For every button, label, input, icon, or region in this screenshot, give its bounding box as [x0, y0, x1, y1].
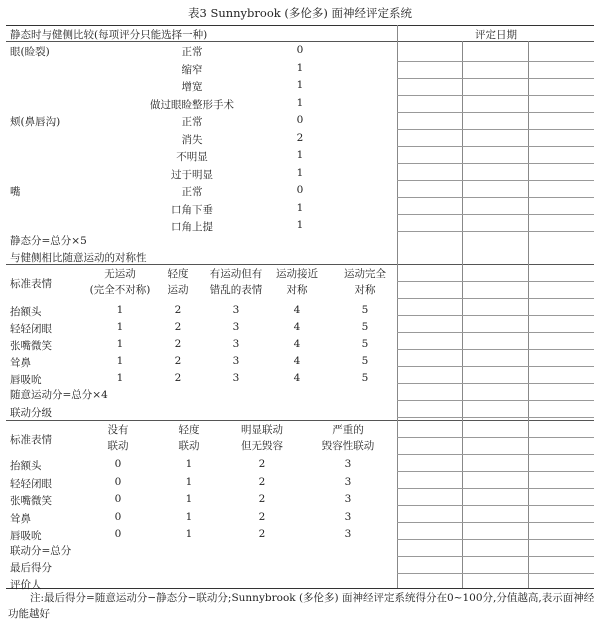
- voluntary-header-text: 无运动: [104, 268, 136, 280]
- voluntary-score: 3: [232, 338, 240, 350]
- voluntary-score: 1: [116, 321, 124, 333]
- voluntary-score: 5: [361, 321, 369, 333]
- synkinesis-score: 2: [258, 458, 266, 470]
- date-header: 评定日期: [475, 29, 517, 41]
- date-grid-line: [397, 332, 594, 333]
- synkinesis-header-text: 联动: [107, 440, 129, 452]
- synkinesis-score: 0: [114, 528, 122, 540]
- static-item-label: 正常: [181, 46, 203, 58]
- static-item-label: 不明显: [176, 151, 208, 163]
- date-grid-line: [397, 488, 594, 489]
- static-item-label: 正常: [181, 116, 203, 128]
- date-grid-line: [397, 61, 594, 62]
- voluntary-row-label: 轻轻闭眼: [10, 323, 52, 335]
- voluntary-header-text: 错乱的表情: [209, 284, 263, 296]
- date-grid-line: [397, 163, 594, 164]
- voluntary-header-text: 运动接近: [276, 268, 318, 280]
- section-rule-2: [6, 420, 594, 421]
- date-grid-line: [397, 400, 594, 401]
- voluntary-score: 1: [116, 355, 124, 367]
- voluntary-row-label: 抬额头: [10, 306, 42, 318]
- synkinesis-header-text: 但无毁容: [241, 440, 283, 452]
- static-item-label: 过于明显: [171, 168, 213, 181]
- date-grid-line: [397, 281, 594, 282]
- voluntary-score: 1: [116, 338, 124, 350]
- voluntary-score: 4: [293, 304, 301, 316]
- date-grid-line: [397, 78, 594, 79]
- date-grid-line: [397, 437, 594, 438]
- date-grid-line: [397, 539, 594, 540]
- date-grid-line: [397, 146, 594, 147]
- voluntary-score: 2: [174, 338, 182, 350]
- static-item-label: 口角下垂: [171, 203, 213, 216]
- synkinesis-row-label: 轻轻闭眼: [10, 477, 52, 490]
- date-grid-line: [397, 505, 594, 506]
- table-caption: 表3 Sunnybrook (多伦多) 面神经评定系统: [187, 6, 413, 20]
- date-grid-line: [397, 573, 594, 574]
- synkinesis-header-text: 联动: [178, 440, 200, 452]
- table-top-rule: [6, 25, 594, 26]
- voluntary-score: 4: [293, 355, 301, 367]
- voluntary-score: 2: [174, 355, 182, 367]
- synkinesis-title: 联动分级: [10, 407, 52, 419]
- voluntary-score: 2: [174, 304, 182, 316]
- synkinesis-header-text: 没有: [107, 424, 129, 436]
- static-item-label: 缩窄: [181, 63, 203, 76]
- date-grid-line: [397, 231, 594, 232]
- synkinesis-footer-item: 联动分=总分: [10, 545, 72, 557]
- date-grid-line: [397, 522, 594, 523]
- synkinesis-row-label: 耸鼻: [10, 512, 31, 525]
- static-score: 0: [296, 184, 304, 196]
- synkinesis-row-label: 张嘴微笑: [10, 495, 52, 507]
- voluntary-score: 2: [174, 321, 182, 333]
- voluntary-score: 3: [232, 355, 240, 367]
- voluntary-row-label: 唇吸吮: [10, 374, 42, 386]
- synkinesis-score: 1: [185, 510, 193, 523]
- voluntary-header-text: 对称: [286, 284, 308, 296]
- synkinesis-score: 0: [114, 458, 122, 470]
- voluntary-score: 3: [232, 321, 240, 333]
- static-score: 1: [296, 219, 304, 231]
- synkinesis-row-label: 唇吸吮: [10, 530, 42, 542]
- synkinesis-score: 2: [258, 475, 266, 488]
- static-score: 0: [296, 114, 304, 126]
- static-group-label: 眼(睑裂): [10, 46, 50, 58]
- synkinesis-score: 1: [185, 528, 193, 540]
- voluntary-score: 5: [361, 355, 369, 367]
- table-bottom-rule: [6, 588, 594, 589]
- date-grid-line: [397, 366, 594, 367]
- synkinesis-score: 3: [344, 458, 352, 470]
- static-score: 2: [296, 131, 304, 144]
- static-score: 1: [296, 201, 304, 214]
- synkinesis-header-text: 轻度: [178, 424, 200, 436]
- synkinesis-score: 3: [344, 475, 352, 488]
- synkinesis-header-text: 严重的: [332, 424, 364, 436]
- static-group-label: 嘴: [10, 186, 21, 198]
- static-score: 1: [296, 166, 304, 179]
- voluntary-row-label: 张嘴微笑: [10, 340, 52, 352]
- date-grid-line: [397, 214, 594, 215]
- static-item-label: 正常: [181, 186, 203, 198]
- voluntary-total: 随意运动分=总分×4: [10, 389, 108, 401]
- synkinesis-score: 1: [185, 458, 193, 470]
- static-header: 静态时与健侧比较(每项评分只能选择一种): [10, 29, 208, 41]
- synkinesis-score: 2: [258, 510, 266, 523]
- voluntary-score: 5: [361, 304, 369, 316]
- synkinesis-footer-item: 最后得分: [10, 562, 52, 574]
- static-item-label: 做过眼睑整形手术: [150, 98, 234, 111]
- voluntary-score: 1: [116, 372, 124, 384]
- voluntary-header-text: 轻度: [167, 268, 189, 280]
- date-grid-line: [397, 129, 594, 130]
- voluntary-score: 1: [116, 304, 124, 316]
- static-score: 1: [296, 61, 304, 74]
- static-score: 1: [296, 79, 304, 91]
- date-grid-line: [397, 95, 594, 96]
- date-grid-line: [397, 197, 594, 198]
- voluntary-score: 3: [232, 372, 240, 384]
- divider-left-right: [397, 25, 398, 588]
- synkinesis-score: 2: [258, 493, 266, 505]
- voluntary-score: 5: [361, 372, 369, 384]
- date-grid-line: [397, 556, 594, 557]
- static-item-label: 口角上提: [171, 221, 213, 233]
- synkinesis-score: 2: [258, 528, 266, 540]
- table-note: 注:最后得分=随意运动分−静态分−联动分;Sunnybrook (多伦多) 面神经评定系统得分在0~100分,分值越高,表示面神经功能越好: [8, 592, 595, 620]
- voluntary-score: 4: [293, 372, 301, 384]
- voluntary-score: 4: [293, 321, 301, 333]
- voluntary-header-text: 有运动但有: [209, 268, 263, 280]
- synkinesis-score: 3: [344, 510, 352, 523]
- static-score: 1: [296, 149, 304, 161]
- date-grid-line: [397, 417, 594, 418]
- synkinesis-footer-item: 评价人: [10, 579, 42, 591]
- static-item-label: 消失: [181, 133, 203, 146]
- voluntary-header-text: 运动: [167, 284, 189, 296]
- static-item-label: 增宽: [181, 81, 203, 93]
- static-score: 1: [296, 96, 304, 109]
- date-grid-line: [397, 180, 594, 181]
- date-grid-line: [397, 298, 594, 299]
- synkinesis-score: 3: [344, 528, 352, 540]
- synkinesis-score: 3: [344, 493, 352, 505]
- static-score: 0: [296, 44, 304, 56]
- voluntary-score: 4: [293, 338, 301, 350]
- voluntary-score: 3: [232, 304, 240, 316]
- synkinesis-score: 0: [114, 510, 122, 523]
- date-grid-line: [397, 349, 594, 350]
- voluntary-header-text: 对称: [354, 284, 376, 296]
- date-grid-line: [397, 471, 594, 472]
- synkinesis-score: 0: [114, 493, 122, 505]
- date-grid-line: [397, 112, 594, 113]
- synkinesis-score: 1: [185, 493, 193, 505]
- synkinesis-row-label: 抬额头: [10, 460, 42, 472]
- synkinesis-col-label: 标准表情: [10, 434, 52, 446]
- synkinesis-score: 0: [114, 475, 122, 488]
- synkinesis-header-text: 明显联动: [241, 424, 283, 436]
- date-grid-line: [397, 315, 594, 316]
- voluntary-title: 与健侧相比随意运动的对称性: [10, 252, 147, 264]
- static-total: 静态分=总分×5: [10, 235, 87, 247]
- voluntary-row-label: 耸鼻: [10, 357, 31, 369]
- date-grid-line: [397, 454, 594, 455]
- voluntary-score: 5: [361, 338, 369, 350]
- date-grid-line: [397, 383, 594, 384]
- static-group-label: 颊(鼻唇沟): [10, 116, 61, 128]
- synkinesis-header-text: 毁容性联动: [321, 440, 375, 452]
- voluntary-col-label: 标准表情: [10, 278, 52, 290]
- voluntary-header-text: (完全不对称): [89, 284, 151, 296]
- voluntary-score: 2: [174, 372, 182, 384]
- synkinesis-score: 1: [185, 475, 193, 488]
- voluntary-header-text: 运动完全: [344, 268, 386, 280]
